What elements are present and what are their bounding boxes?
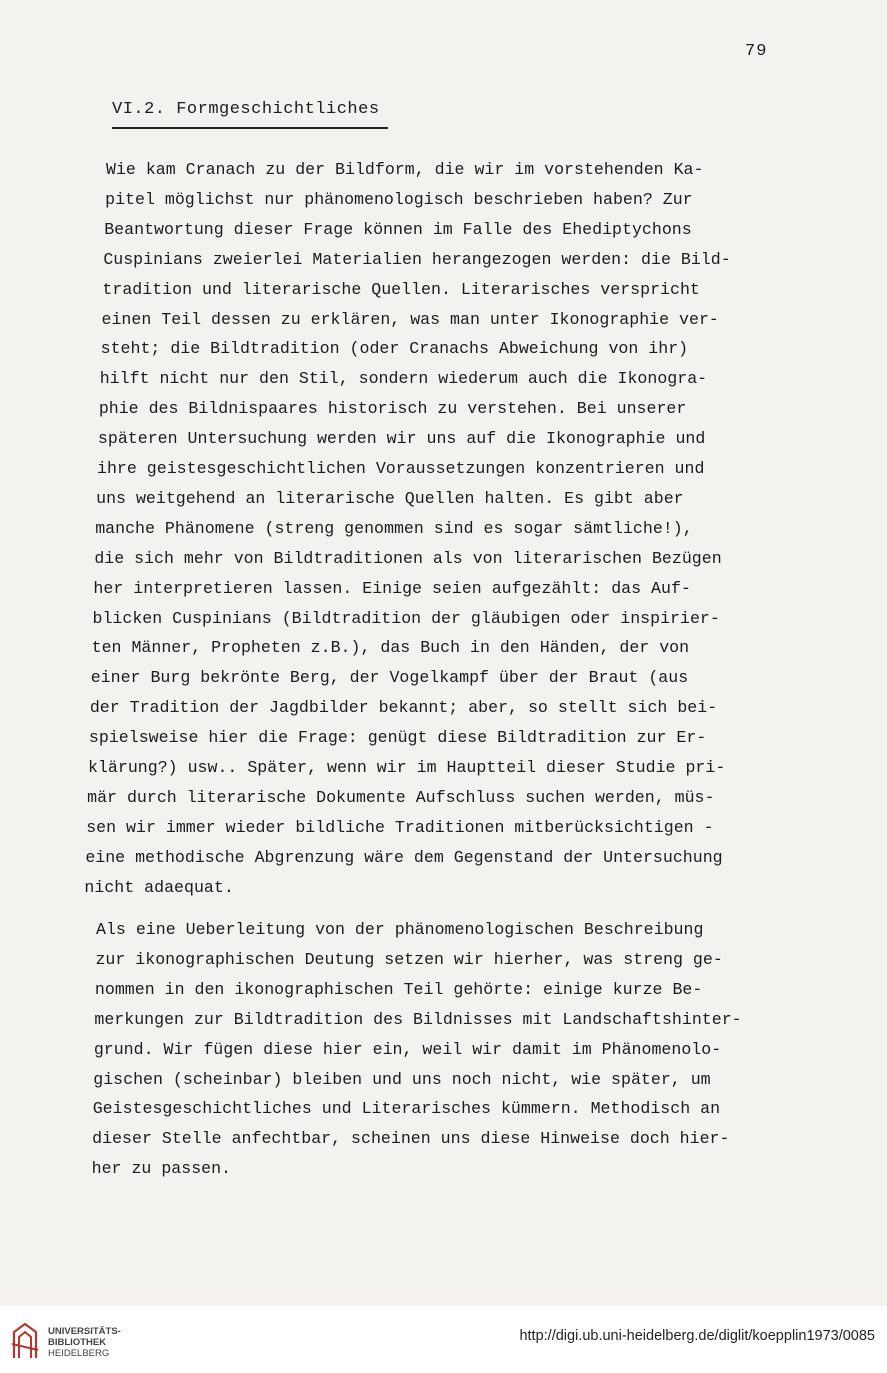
heidelberg-library-logo-icon bbox=[10, 1320, 40, 1362]
library-name-line2: BIBLIOTHEK bbox=[48, 1337, 107, 1348]
heading-underline bbox=[112, 127, 388, 129]
scanned-page: 79 VI.2. Formgeschichtliches Wie kam Cranach zu der Bildform, die wir im vorstehenden Ka- pitel möglichst nur phänomenologisch beschrieben haben? Zur Beantwortung dieser Frage können im Falle des Ehediptychons Cuspinians zweierlei Materialien herangezogen werden: die Bild- tradition und literarische Quellen. Literarisches verspricht einen Teil dessen zu erklären, was man unter Ikonographie ver- steht; die Bildtradition (oder Cranachs Abweichung von ihr) hilft nicht nur den Stil, sondern wiederum auch die Ikonogra- phie des Bildnispaares historisch zu verstehen. Bei unserer späteren Untersuchung werden wir uns auf die Ikonographie und ihre geistesgeschichtlichen Voraussetzungen konzentrieren und uns weitgehend an literarische Quellen halten. Es gibt aber manche Phänomene (streng genommen sind es sogar sämtliche!), die sich mehr von Bildtraditionen als von literarischen Bezügen her interpretieren lassen. Einige seien aufgezählt: das Auf- blicken Cuspinians (Bildtradition der gläubigen oder inspirier- ten Männer, Propheten z.B.), das Buch in den Händen, der von einer Burg bekrönte Berg, der Vogelkampf über der Braut (aus der Tradition der Jagdbilder bekannt; aber, so stellt sich bei- spielsweise hier die Frage: genügt diese Bildtradition zur Er- klärung?) usw.. Später, wenn wir im Hauptteil dieser Studie pri- mär durch literarische Dokumente Aufschluss suchen werden, müs- sen wir immer wieder bildliche Traditionen mitberücksichtigen - eine methodische Abgrenzung wäre dem Gegenstand der Untersuchung nicht adaequat. Als eine Ueberleitung von der phänomenologischen Beschreibung zur ikonographischen Deutung setzen wir hierher, was streng ge- nommen in den ikonographischen Teil gehörte: einige kurze Be- merkungen zur Bildtradition des Bildnisses mit Landschaftshinter- grund. Wir fügen diese hier ein, weil wir damit im Phänomenolo- gischen (scheinbar) bleiben und uns noch nicht, wie später, um Geistesgeschichtliches und Literarisches kümmern. Methodisch an dieser Stelle anfechtbar, scheinen uns diese Hinweise doch hier- her zu passen. bbox=[0, 0, 887, 1306]
section-heading: VI.2. Formgeschichtliches bbox=[112, 100, 380, 119]
library-name-line3: HEIDELBERG bbox=[48, 1348, 110, 1359]
library-name bbox=[48, 1326, 121, 1359]
permalink-url[interactable]: http://digi.ub.uni-heidelberg.de/diglit/koepplin1973/0085 bbox=[519, 1328, 875, 1344]
library-name-line1: UNIVERSITÄTS- bbox=[48, 1326, 121, 1337]
page-number: 79 bbox=[745, 42, 768, 61]
footer-bar bbox=[0, 1306, 887, 1373]
